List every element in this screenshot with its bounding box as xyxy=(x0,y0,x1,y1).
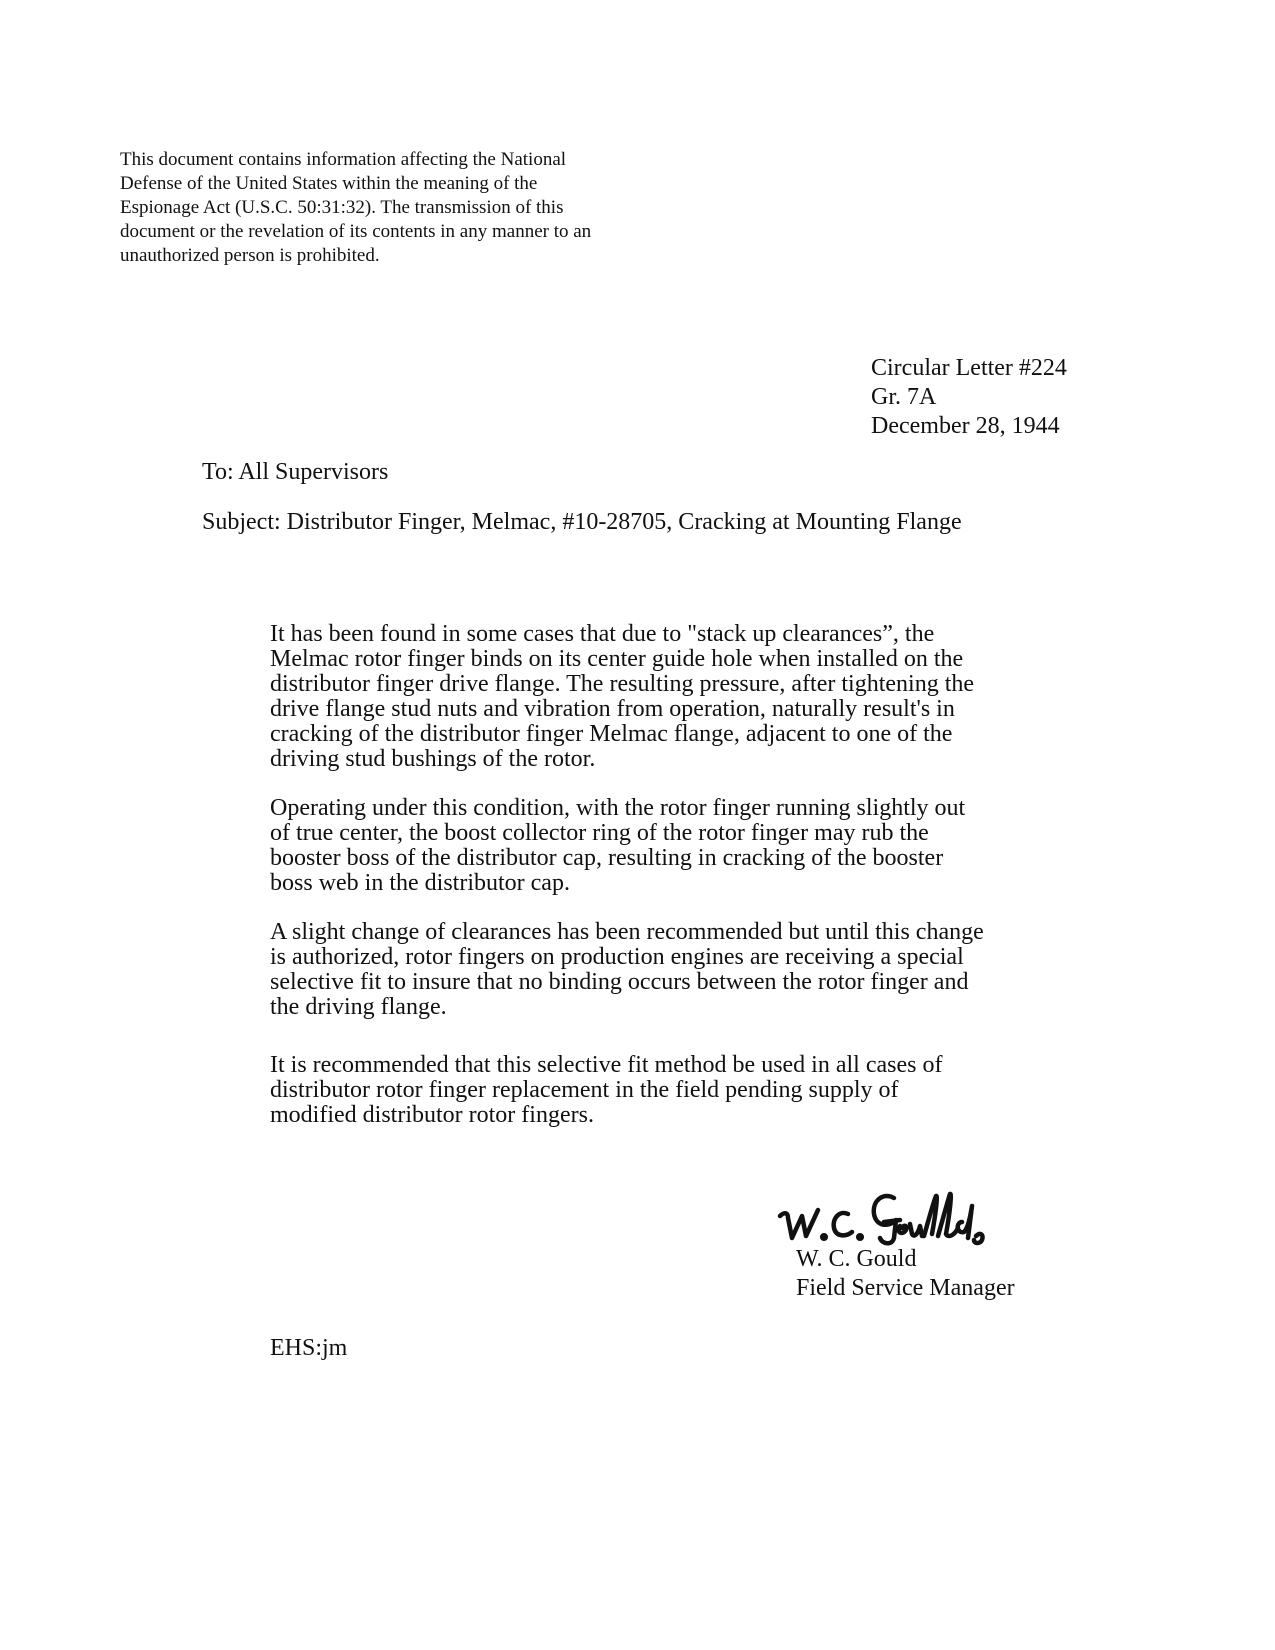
paragraph-line: of true center, the boost collector ring of the rotor finger may rub the xyxy=(270,820,929,846)
paragraph-line: driving stud bushings of the rotor. xyxy=(270,746,596,772)
paragraph-line: is authorized, rotor fingers on production engines are receiving a special xyxy=(270,944,964,970)
subject-line: Subject: Distributor Finger, Melmac, #10-28705, Cracking at Mounting Flange xyxy=(202,509,962,535)
body-paragraph xyxy=(270,622,1030,772)
recipient-line: To: All Supervisors xyxy=(202,459,389,485)
group-code: Gr. 7A xyxy=(871,384,937,410)
body-paragraph xyxy=(270,920,1030,1020)
handwritten-signature xyxy=(776,1182,1001,1252)
paragraph-line: Melmac rotor finger binds on its center guide hole when installed on the xyxy=(270,646,964,672)
paragraph-line: selective fit to insure that no binding occurs between the rotor finger and xyxy=(270,969,969,995)
security-notice xyxy=(120,148,640,268)
notice-line: Espionage Act (U.S.C. 50:31:32). The transmission of this xyxy=(120,197,564,218)
paragraph-line: It is recommended that this selective fit method be used in all cases of xyxy=(270,1052,943,1078)
paragraph-line: the driving flange. xyxy=(270,994,447,1020)
notice-line: This document contains information affecting the National xyxy=(120,149,567,170)
paragraph-line: It has been found in some cases that due to "stack up clearances”, the xyxy=(270,621,935,647)
circular-letter-number: Circular Letter #224 xyxy=(871,355,1067,381)
notice-line: unauthorized person is prohibited. xyxy=(120,245,380,266)
paragraph-line: distributor rotor finger replacement in the field pending supply of xyxy=(270,1077,899,1103)
paragraph-line: booster boss of the distributor cap, resulting in cracking of the booster xyxy=(270,845,944,871)
paragraph-line: drive flange stud nuts and vibration from operation, naturally result's in xyxy=(270,696,955,722)
body-paragraph xyxy=(270,796,1030,896)
paragraph-line: modified distributor rotor fingers. xyxy=(270,1102,594,1128)
reference-initials: EHS:jm xyxy=(270,1335,348,1361)
paragraph-line: cracking of the distributor finger Melmac flange, adjacent to one of the xyxy=(270,721,953,747)
letter-date: December 28, 1944 xyxy=(871,413,1060,439)
notice-line: document or the revelation of its contents in any manner to an xyxy=(120,221,592,242)
paragraph-line: distributor finger drive flange. The resulting pressure, after tightening the xyxy=(270,671,975,697)
signer-name: W. C. Gould xyxy=(796,1246,917,1272)
signer-block xyxy=(796,1245,1015,1303)
paragraph-line: A slight change of clearances has been recommended but until this change xyxy=(270,919,984,945)
notice-line: Defense of the United States within the meaning of the xyxy=(120,173,538,194)
paragraph-line: boss web in the distributor cap. xyxy=(270,870,570,896)
paragraph-line: Operating under this condition, with the rotor finger running slightly out xyxy=(270,795,966,821)
reference-block xyxy=(871,354,1067,441)
signer-title: Field Service Manager xyxy=(796,1275,1015,1301)
body-paragraph xyxy=(270,1053,1030,1128)
